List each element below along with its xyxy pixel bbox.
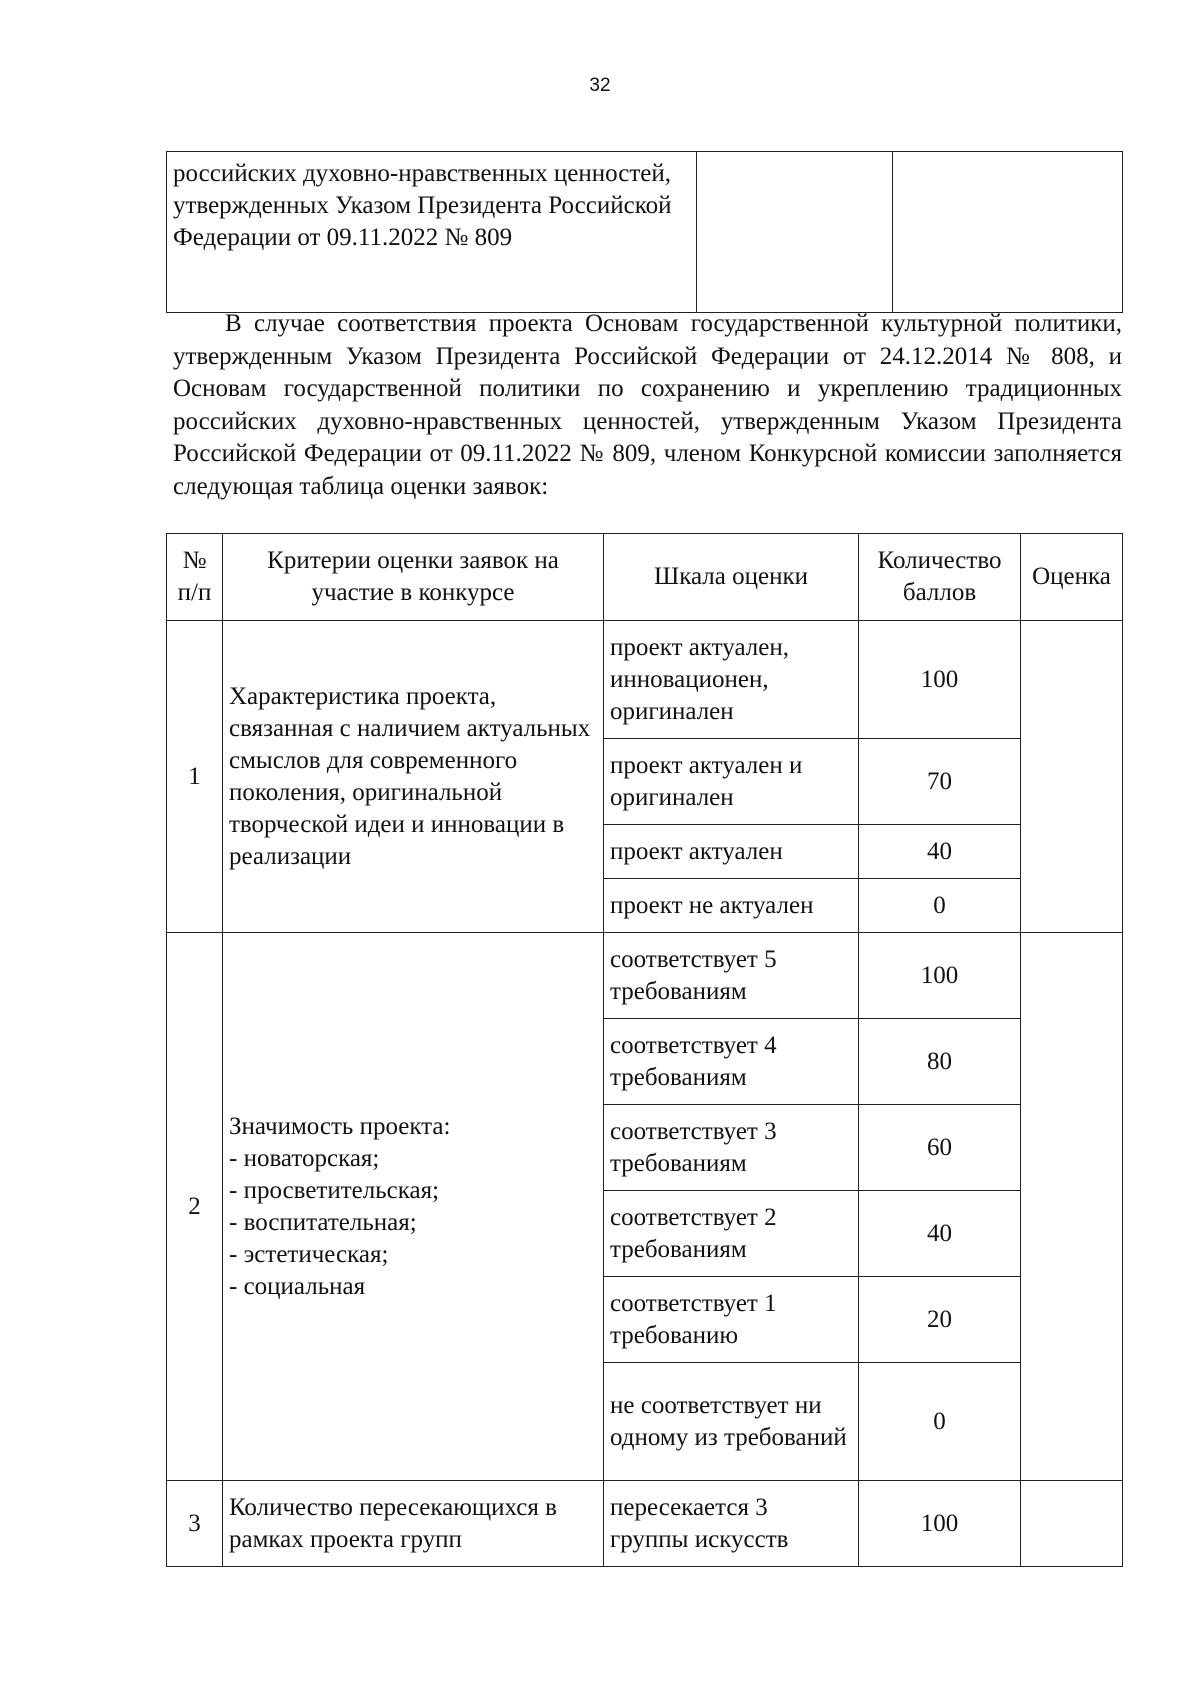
points-cell: 40 — [859, 1191, 1021, 1277]
evaluation-table — [166, 533, 1123, 1567]
header-grade: Оценка — [1021, 534, 1123, 621]
row-number: 1 — [167, 621, 223, 933]
criteria-cell: Значимость проекта: - новаторская; - просветительская; - воспитательная; - эстетическая; - социальная — [223, 933, 604, 1481]
grade-cell — [1021, 621, 1123, 933]
criteria-cell: Характеристика проекта, связанная с наличием актуальных смыслов для современного поколения, оригинальной творческой идеи и инновации в реализации — [223, 621, 604, 933]
points-cell: 70 — [859, 739, 1021, 825]
scale-cell: не соответствует ни одному из требований — [604, 1363, 859, 1481]
header-num: № п/п — [167, 534, 223, 621]
page-number: 32 — [589, 75, 611, 96]
points-cell: 80 — [859, 1019, 1021, 1105]
header-criteria: Критерии оценки заявок на участие в конкурсе — [223, 534, 604, 621]
scale-cell: проект актуален — [604, 825, 859, 879]
grade-cell — [1021, 933, 1123, 1481]
scale-cell: пересекается 3 группы искусств — [604, 1481, 859, 1567]
points-cell: 0 — [859, 879, 1021, 933]
points-cell: 20 — [859, 1277, 1021, 1363]
continuation-cell-empty — [697, 152, 893, 313]
points-cell: 100 — [859, 1481, 1021, 1567]
row-number: 2 — [167, 933, 223, 1481]
points-cell: 100 — [859, 933, 1021, 1019]
criteria-cell: Количество пересекающихся в рамках проекта групп — [223, 1481, 604, 1567]
body-paragraph: В случае соответствия проекта Основам государственной культурной политики, утвержденным Указом Президента Российской Федерации от 24.12.2014 № 808, и Основам государственной политики по сохранению и укреплению традиционных российских духовно-нравственных ценностей, утвержденным Указом Президента Российской Федерации от 09.11.2022 № 809, членом Конкурсной комиссии заполняется следующая таблица оценки заявок: — [173, 310, 1122, 500]
header-points: Количество баллов — [859, 534, 1021, 621]
scale-cell: соответствует 3 требованиям — [604, 1105, 859, 1191]
table-row — [167, 621, 1123, 739]
grade-cell — [1021, 1481, 1123, 1567]
scale-cell: проект актуален, инновационен, оригинален — [604, 621, 859, 739]
continuation-cell-empty — [893, 152, 1123, 313]
scale-cell: соответствует 2 требованиям — [604, 1191, 859, 1277]
scale-cell: соответствует 1 требованию — [604, 1277, 859, 1363]
header-scale: Шкала оценки — [604, 534, 859, 621]
points-cell: 40 — [859, 825, 1021, 879]
points-cell: 100 — [859, 621, 1021, 739]
points-cell: 0 — [859, 1363, 1021, 1481]
continuation-cell-text: российских духовно-нравственных ценностей, утвержденных Указом Президента Российской Федерации от 09.11.2022 № 809 — [167, 152, 697, 313]
scale-cell: проект актуален и оригинален — [604, 739, 859, 825]
continuation-table — [166, 151, 1123, 313]
table-row — [167, 1481, 1123, 1567]
scale-cell: проект не актуален — [604, 879, 859, 933]
row-number: 3 — [167, 1481, 223, 1567]
table-row — [167, 933, 1123, 1019]
points-cell: 60 — [859, 1105, 1021, 1191]
scale-cell: соответствует 5 требованиям — [604, 933, 859, 1019]
scale-cell: соответствует 4 требованиям — [604, 1019, 859, 1105]
table-header-row — [167, 534, 1123, 621]
